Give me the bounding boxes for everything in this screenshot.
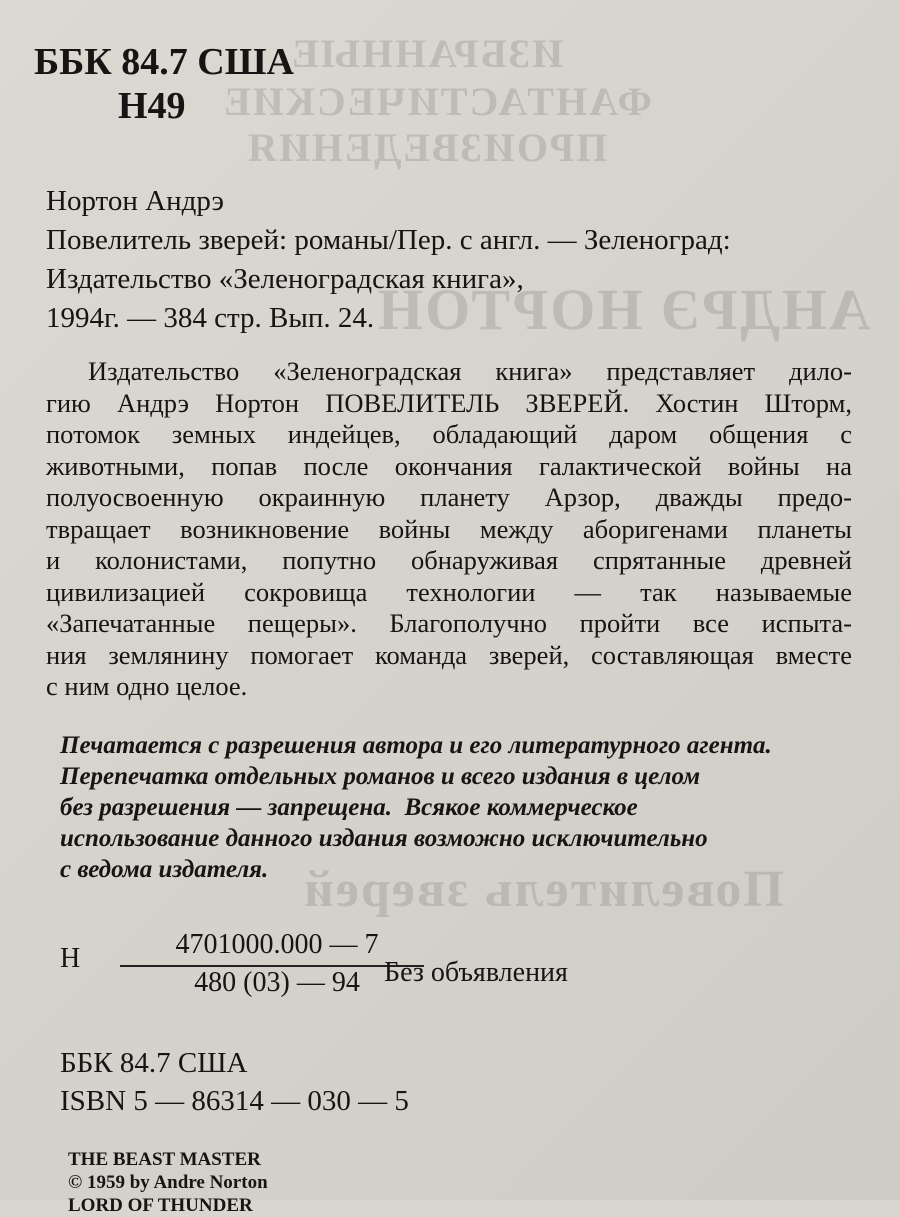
- original-title: THE BEAST MASTER: [68, 1149, 261, 1170]
- annotation-line: и колонистами, попутно обнаруживая спрятанные древней: [46, 545, 852, 575]
- show-through-line-3: ПРОИЗВЕДЕНИЯ: [246, 125, 608, 170]
- annotation-line: «Запечатанные пещеры». Благополучно пройти все испыта-: [46, 608, 852, 638]
- isbn: ISBN 5 — 86314 — 030 — 5: [60, 1085, 409, 1117]
- code-denominator: 480 (03) — 94: [194, 967, 360, 998]
- publication-code: [60, 928, 680, 1008]
- annotation-line: цивилизацией сокровища технологии — так называемые: [46, 576, 852, 607]
- show-through-line-5: Повелитель зверей: [302, 861, 784, 918]
- annotation-line: Издательство «Зеленоградская книга» представляет дило-: [88, 356, 852, 386]
- annotation-line: ния землянину помогает команда зверей, составляющая вместе: [46, 639, 852, 670]
- author-name: Нортон Андрэ: [46, 185, 225, 217]
- bbk-code-bottom: ББК 84.7 США: [60, 1047, 248, 1079]
- bbk-code: ББК 84.7 США: [34, 41, 294, 83]
- original-title-cut: LORD OF THUNDER: [68, 1195, 253, 1216]
- bottom-identifiers: [60, 1044, 409, 1120]
- show-through-line-4: АНДРЭ НОРТОН: [376, 277, 871, 342]
- annotation-line: гию Андрэ Нортон ПОВЕЛИТЕЛЬ ЗВЕРЕЙ. Хостин Шторм,: [46, 387, 852, 418]
- rights-line: без разрешения — запрещена. Всякое коммерческое: [60, 794, 638, 821]
- title-line: Повелитель зверей: романы/Пер. с англ. — Зеленоград:: [46, 224, 731, 256]
- rights-notice: [60, 730, 850, 885]
- bibliographic-record: [46, 182, 731, 338]
- rights-line: Перепечатка отдельных романов и всего издания в целом: [60, 763, 701, 790]
- author-mark: Н49: [118, 85, 186, 127]
- annotation-line: потомок земных индейцев, обладающий даром общения с: [46, 419, 852, 449]
- annotation-line: с ним одно целое.: [46, 671, 248, 701]
- code-numerator: 4701000.000 — 7: [175, 929, 379, 960]
- code-note: Без объявления: [384, 957, 568, 988]
- show-through-line-2: ФАНТАСТИЧЕСКИЕ: [222, 79, 652, 124]
- rights-line: использование данного издания возможно исключительно: [60, 825, 708, 852]
- annotation-line: твращает возникновение войны между аборигенами планеты: [46, 513, 852, 544]
- classification-block: [34, 40, 294, 128]
- annotation-line: полуосвоенную окраинную планету Арзор, дважды предо-: [46, 482, 852, 512]
- original-title-block: [68, 1148, 268, 1216]
- annotation-line: животными, попав после окончания галактической войны на: [46, 450, 852, 481]
- rights-line: Печатается с разрешения автора и его литературного агента.: [60, 732, 772, 759]
- annotation-paragraph: [46, 356, 852, 703]
- imprint-line: 1994г. — 384 стр. Вып. 24.: [46, 302, 375, 334]
- show-through-line-1: ИЗБРАННЫЕ: [290, 31, 564, 76]
- original-copyright: © 1959 by Andre Norton: [68, 1172, 268, 1193]
- code-letter: Н: [60, 943, 81, 974]
- rights-line: с ведома издателя.: [60, 856, 269, 883]
- publisher-line: Издательство «Зеленоградская книга»,: [46, 263, 524, 295]
